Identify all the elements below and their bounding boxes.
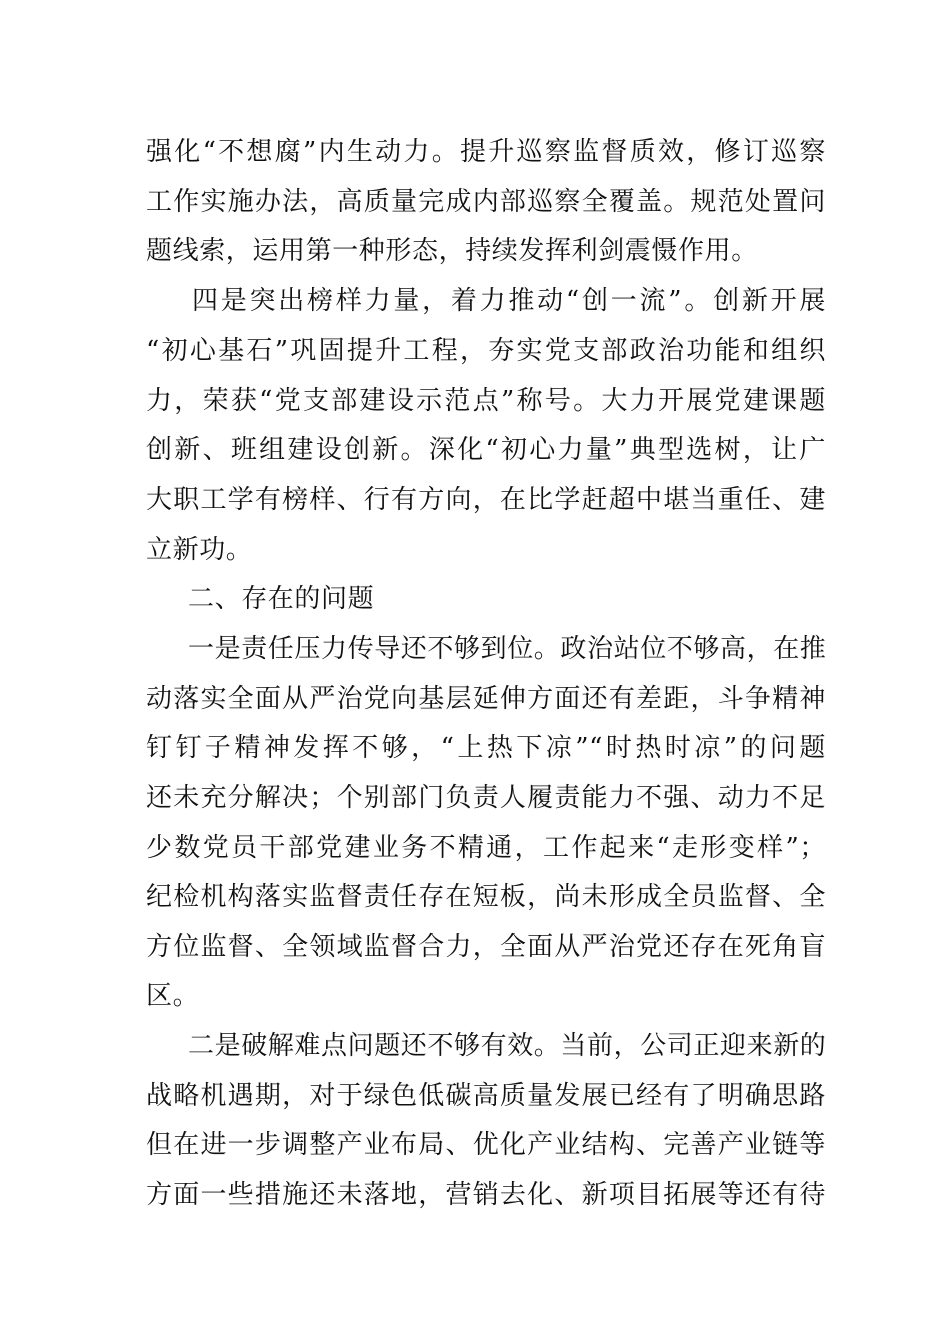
text-line: 立新功。 [146, 535, 253, 565]
paragraph-start-line: 一是责任压力传导还不够到位。政治站位不够高，在推 [188, 634, 827, 664]
paragraph-start-line: 四是突出榜样力量，着力推动“创一流”。创新开展 [192, 286, 826, 316]
text-line: 区。 [146, 981, 200, 1011]
text-line: 强化“不想腐”内生动力。提升巡察监督质效，修订巡察 [146, 137, 826, 167]
text-line: 钉钉子精神发挥不够，“上热下凉”“时热时凉”的问题 [146, 733, 826, 763]
text-line: 但在进一步调整产业布局、优化产业结构、完善产业链等 [146, 1130, 826, 1160]
text-line: 创新、班组建设创新。深化“初心力量”典型选树，让广 [146, 435, 826, 465]
text-line: 方位监督、全领域监督合力，全面从严治党还存在死角盲 [146, 932, 826, 962]
text-line: 纪检机构落实监督责任存在短板，尚未形成全员监督、全 [146, 882, 826, 912]
text-line: 方面一些措施还未落地，营销去化、新项目拓展等还有待 [146, 1180, 826, 1210]
text-line: 少数党员干部党建业务不精通，工作起来“走形变样”； [146, 833, 826, 863]
text-line: 工作实施办法，高质量完成内部巡察全覆盖。规范处置问 [146, 187, 826, 217]
paragraph-start-line: 二是破解难点问题还不够有效。当前，公司正迎来新的 [188, 1031, 827, 1061]
text-line: 力，荣获“党支部建设示范点”称号。大力开展党建课题 [146, 386, 826, 416]
text-line: 战略机遇期，对于绿色低碳高质量发展已经有了明确思路 [146, 1081, 826, 1111]
text-line: 还未充分解决；个别部门负责人履责能力不强、动力不足 [146, 783, 826, 813]
section-heading: 二、存在的问题 [188, 584, 375, 614]
text-line: “初心基石”巩固提升工程，夯实党支部政治功能和组织 [146, 336, 826, 366]
text-line: 动落实全面从严治党向基层延伸方面还有差距，斗争精神 [146, 684, 826, 714]
text-line: 大职工学有榜样、行有方向，在比学赶超中堪当重任、建 [146, 485, 826, 515]
text-line: 题线索，运用第一种形态，持续发挥利剑震慑作用。 [146, 236, 758, 266]
